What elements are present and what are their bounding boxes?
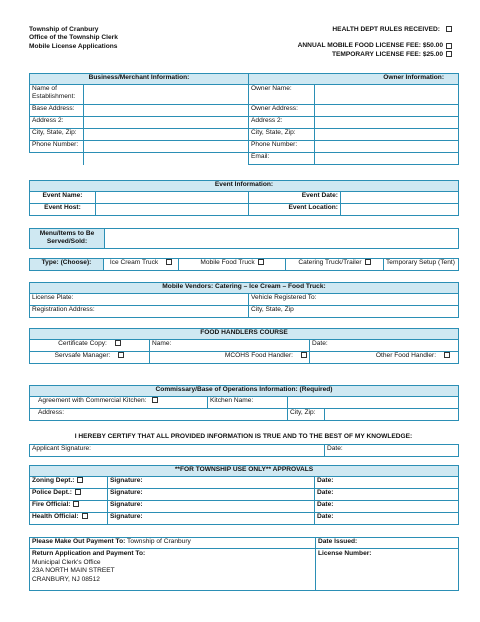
- approvals-band: **FOR TOWNSHIP USE ONLY** APPROVALS: [30, 466, 459, 477]
- business-owner-table: [29, 73, 459, 165]
- kitchen-name-field[interactable]: [288, 397, 459, 409]
- approvals-table: [29, 465, 459, 525]
- health-checkbox[interactable]: [82, 513, 88, 519]
- type-option-ice-cream[interactable]: Ice Cream Truck: [104, 259, 179, 271]
- event-date-label: Event Date:: [249, 192, 341, 204]
- food-handlers-band: FOOD HANDLERS COURSE: [30, 329, 459, 340]
- menu-table: [29, 228, 459, 249]
- menu-field[interactable]: [105, 229, 459, 249]
- return-address: [30, 549, 316, 591]
- owner-address2-label: Address 2:: [249, 117, 315, 129]
- owner-city-label: City, State, Zip:: [249, 129, 315, 141]
- payable-to: Please Make Out Payment To: Township of Cranbury: [30, 538, 316, 549]
- certificate-checkbox[interactable]: [115, 340, 121, 346]
- zoning-date-field[interactable]: Date:: [315, 477, 459, 489]
- owner-email-field[interactable]: [315, 153, 459, 165]
- mcohs-handler[interactable]: MCOHS Food Handler:: [150, 352, 310, 364]
- registration-address-field[interactable]: Registration Address:: [30, 306, 249, 318]
- commissary-city-field[interactable]: [325, 409, 459, 421]
- header-line: Township of Cranbury: [29, 26, 99, 33]
- kitchen-name-label: Kitchen Name:: [208, 397, 288, 409]
- owner-band: Owner Information:: [249, 74, 459, 85]
- city-label: City, State, Zip:: [30, 129, 84, 141]
- return-line: Municipal Clerk's Office: [32, 558, 101, 566]
- return-line: CRANBURY, NJ 08512: [32, 575, 100, 583]
- zoning-signature-field[interactable]: Signature:: [108, 477, 315, 489]
- address2-label: Address 2:: [30, 117, 84, 129]
- food-truck-checkbox[interactable]: [258, 259, 264, 265]
- mcohs-checkbox[interactable]: [301, 352, 307, 358]
- ice-cream-checkbox[interactable]: [166, 259, 172, 265]
- fire-date-field[interactable]: Date:: [315, 501, 459, 513]
- city-field[interactable]: [84, 129, 249, 141]
- vendors-table: [29, 282, 459, 318]
- license-number-field[interactable]: License Number:: [316, 549, 459, 591]
- temp-fee-label: TEMPORARY LICENSE FEE: $25.00: [331, 50, 443, 58]
- event-name-label: Event Name:: [30, 192, 96, 204]
- owner-name-label: Owner Name:: [249, 85, 315, 105]
- vendors-band: Mobile Vendors: Catering – Ice Cream – Food Truck:: [30, 283, 459, 294]
- license-plate-field[interactable]: License Plate:: [30, 294, 249, 306]
- other-handler[interactable]: Other Food Handler:: [310, 352, 459, 364]
- commissary-table: [29, 385, 459, 421]
- owner-address-label: Owner Address:: [249, 105, 315, 117]
- certificate-copy[interactable]: Certificate Copy:: [30, 340, 150, 352]
- payment-table: [29, 537, 459, 591]
- police-signature-field[interactable]: Signature:: [108, 489, 315, 501]
- annual-fee-checkbox[interactable]: [446, 43, 452, 49]
- commissary-address-field[interactable]: Address:: [30, 409, 288, 421]
- owner-city-field[interactable]: [315, 129, 459, 141]
- applicant-signature-field[interactable]: Applicant Signature:: [30, 445, 325, 457]
- temp-fee-checkbox[interactable]: [446, 51, 452, 57]
- event-host-field[interactable]: [96, 204, 249, 216]
- type-label: Type: (Choose):: [30, 259, 104, 271]
- payable-to-value: Township of Cranbury: [127, 538, 191, 545]
- phone-label: Phone Number:: [30, 141, 84, 153]
- establishment-name-label: Name of Establishment:: [30, 85, 84, 105]
- type-option-food-truck[interactable]: Mobile Food Truck: [179, 259, 286, 271]
- fee-header: [192, 26, 452, 59]
- establishment-name-field[interactable]: [84, 85, 249, 105]
- certify-statement: I HEREBY CERTIFY THAT ALL PROVIDED INFORMATION IS TRUE AND TO THE BEST OF MY KNOWLEDGE:: [74, 433, 413, 440]
- owner-address2-field[interactable]: [315, 117, 459, 129]
- police-checkbox[interactable]: [75, 489, 81, 495]
- fire-checkbox[interactable]: [73, 501, 79, 507]
- fire-approval[interactable]: Fire Official:: [30, 501, 108, 513]
- menu-label: Menu/Items to Be Served/Sold:: [30, 229, 105, 249]
- food-name-field[interactable]: Name:: [150, 340, 310, 352]
- office-header: [29, 26, 118, 51]
- event-table: [29, 180, 459, 216]
- header-line: Office of the Township Clerk: [29, 34, 118, 42]
- police-approval[interactable]: Police Dept.:: [30, 489, 108, 501]
- registered-to-field[interactable]: Vehicle Registered To:: [249, 294, 459, 306]
- business-band: Business/Merchant Information:: [30, 74, 249, 85]
- commercial-kitchen-agreement[interactable]: Agreement with Commercial Kitchen:: [30, 397, 208, 409]
- event-location-field[interactable]: [341, 204, 459, 216]
- servsafe-checkbox[interactable]: [118, 352, 124, 358]
- event-name-field[interactable]: [96, 192, 249, 204]
- commissary-city-label: City, Zip:: [288, 409, 325, 421]
- food-handlers-table: [29, 328, 459, 364]
- type-table: [29, 258, 459, 271]
- base-address-field[interactable]: [84, 105, 249, 117]
- type-option-tent[interactable]: Temporary Setup (Tent): [384, 259, 459, 271]
- health-date-field[interactable]: Date:: [315, 513, 459, 525]
- other-handler-checkbox[interactable]: [444, 352, 450, 358]
- catering-checkbox[interactable]: [365, 259, 371, 265]
- return-line: 23A NORTH MAIN STREET: [32, 567, 115, 575]
- servsafe-manager[interactable]: Servsafe Manager:: [30, 352, 150, 364]
- health-rules-label: HEALTH DEPT RULES RECEIVED:: [332, 26, 440, 33]
- police-date-field[interactable]: Date:: [315, 489, 459, 501]
- health-rules-checkbox[interactable]: [446, 26, 452, 32]
- zoning-checkbox[interactable]: [77, 477, 83, 483]
- certify-date-field[interactable]: Date:: [325, 445, 459, 457]
- owner-address-field[interactable]: [315, 105, 459, 117]
- health-signature-field[interactable]: Signature:: [108, 513, 315, 525]
- event-host-label: Event Host:: [30, 204, 96, 216]
- owner-email-label: Email:: [249, 153, 315, 165]
- phone-field[interactable]: [84, 141, 249, 153]
- address2-field[interactable]: [84, 117, 249, 129]
- food-date-field[interactable]: Date:: [310, 340, 459, 352]
- annual-fee-label: ANNUAL MOBILE FOOD LICENSE FEE: $50.00: [297, 42, 443, 50]
- health-approval[interactable]: Health Official:: [30, 513, 108, 525]
- base-address-label: Base Address:: [30, 105, 84, 117]
- zoning-approval[interactable]: Zoning Dept.:: [30, 477, 108, 489]
- return-label: Return Application and Payment To:: [32, 550, 146, 557]
- type-option-catering[interactable]: Catering Truck/Trailer: [286, 259, 384, 271]
- event-location-label: Event Location:: [249, 204, 341, 216]
- commissary-band: Commissary/Base of Operations Information: (Required): [30, 386, 459, 397]
- owner-name-field[interactable]: [315, 85, 459, 105]
- tent-checkbox[interactable]: [458, 259, 459, 265]
- owner-phone-label: Phone Number:: [249, 141, 315, 153]
- date-issued-field[interactable]: Date Issued:: [316, 538, 459, 549]
- agreement-checkbox[interactable]: [152, 397, 158, 403]
- fire-signature-field[interactable]: Signature:: [108, 501, 315, 513]
- owner-phone-field[interactable]: [315, 141, 459, 153]
- event-date-field[interactable]: [341, 192, 459, 204]
- registration-city-field[interactable]: City, State, Zip: [249, 306, 459, 318]
- event-band: Event Information:: [30, 181, 459, 192]
- header-line: Mobile License Applications: [29, 42, 118, 50]
- certify-table: [29, 444, 459, 457]
